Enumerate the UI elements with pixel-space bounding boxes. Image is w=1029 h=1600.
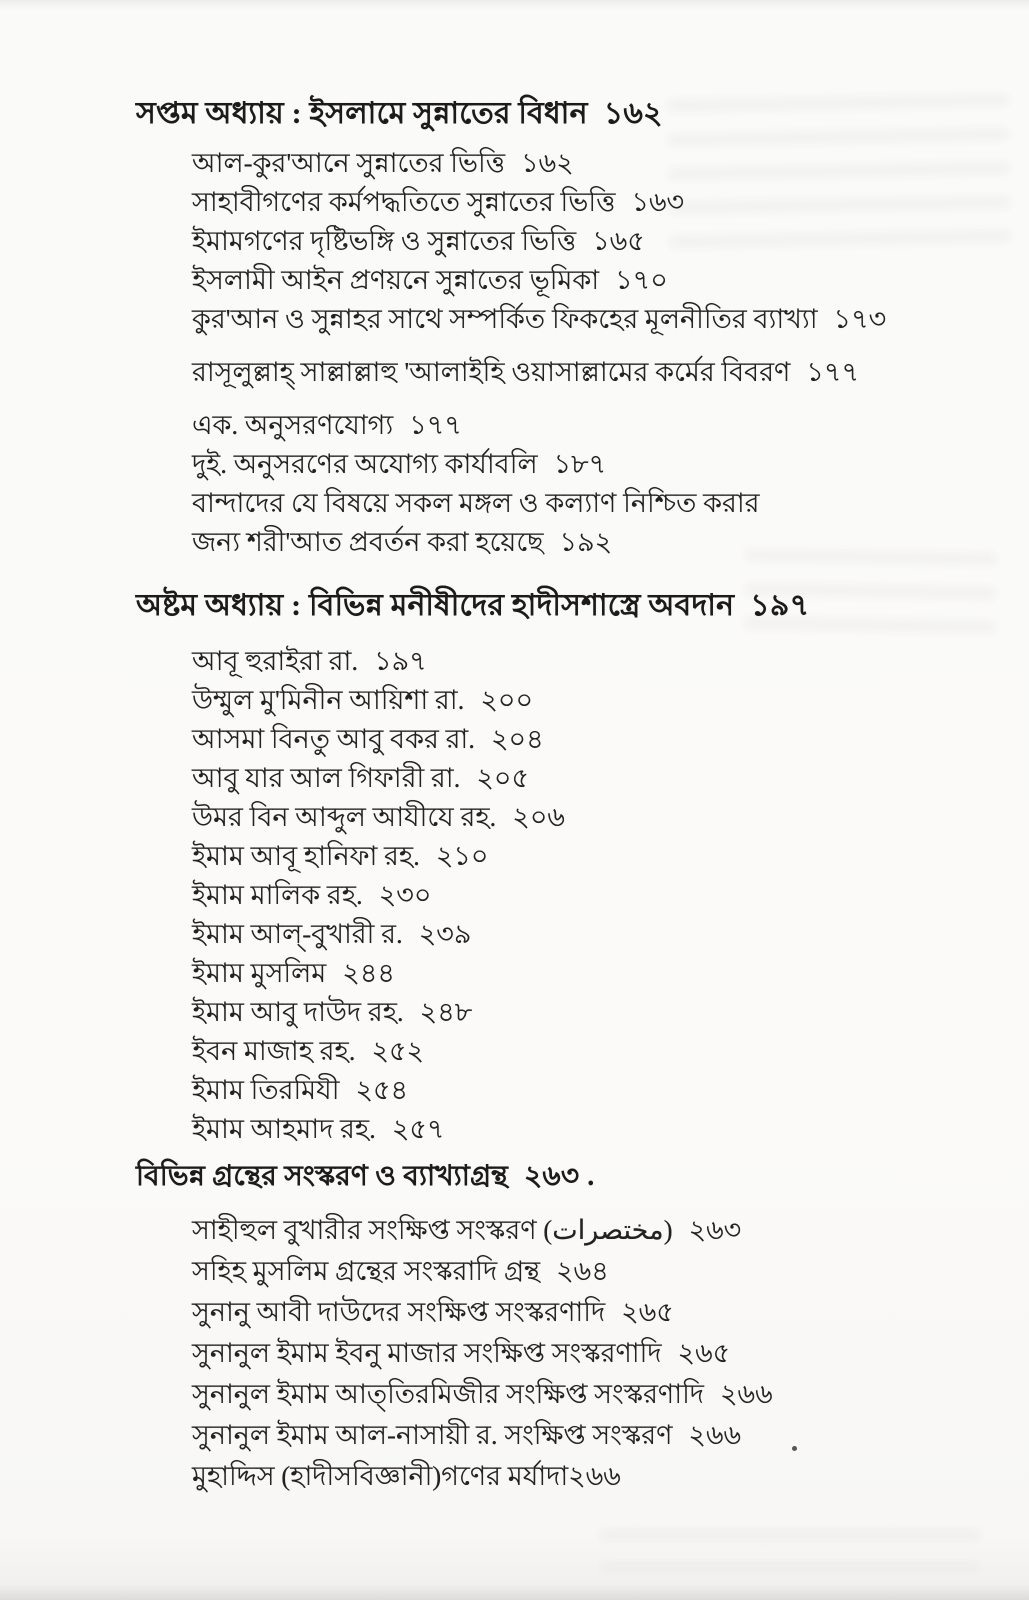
toc-entry-page-number: ২৬৬ <box>688 1420 742 1450</box>
toc-entry-page-number: ১৭৭ <box>409 410 462 440</box>
section-page-number: ২৬৩ <box>524 1161 580 1192</box>
toc-entry <box>192 1338 989 1369</box>
section-title: বিভিন্ন গ্রন্থের সংস্করণ ও ব্যাখ্যাগ্রন্থ <box>136 1161 509 1192</box>
toc-entry-label: আসমা বিনতু আবু বকর রা. <box>192 724 475 754</box>
toc-entry-page-number: ২৫৪ <box>355 1075 409 1105</box>
toc-entry-label: উম্মুল মু'মিনীন আয়িশা রা. <box>192 685 465 715</box>
toc-entry-page-number: ২০৬ <box>512 802 565 832</box>
toc-entry <box>192 304 989 335</box>
toc-entry-page-number: ২৪৮ <box>419 997 473 1027</box>
toc-entry-label: ইমাম তিরমিযী <box>192 1075 340 1105</box>
toc-entry-label: সুনানুল ইমাম আল-নাসায়ী র. সংক্ষিপ্ত সংস্করণ <box>192 1420 673 1450</box>
toc-entry-label: কুর'আন ও সুন্নাহর সাথে সম্পর্কিত ফিকহের মূলনীতির ব্যাখ্যা <box>192 304 818 334</box>
section-heading <box>136 584 989 628</box>
toc-entry-page-number: ১৯৭ <box>374 646 427 676</box>
toc-entry <box>192 724 989 755</box>
toc-entry-label: রাসূলুল্লাহ্ সাল্লাল্লাহু 'আলাইহি ওয়াসাল্লামের কর্মের বিবরণ <box>192 357 791 387</box>
toc-entry-label: ইসলামী আইন প্রণয়নে সুন্নাতের ভূমিকা <box>192 265 600 295</box>
toc-entry-label: ইমাম আল্-বুখারী র. <box>192 919 403 949</box>
toc-section <box>136 92 989 558</box>
toc-entry <box>192 685 989 716</box>
toc-entry-page-number: ২১০ <box>435 841 489 871</box>
toc-entry <box>192 1114 989 1145</box>
toc-entry <box>192 1075 989 1106</box>
toc-entry-page-number: ২৬৪ <box>556 1256 609 1286</box>
toc-entry-page-number: ১৮৭ <box>553 449 607 479</box>
toc-entry <box>192 1461 989 1492</box>
toc-entry-page-number: ২০৫ <box>476 763 529 793</box>
toc-entry <box>192 410 989 441</box>
toc-entry <box>192 958 989 989</box>
toc-entry <box>192 880 989 911</box>
toc-entry-page-number: ১৭৭ <box>806 357 860 387</box>
section-heading <box>136 1155 989 1199</box>
toc-entry-page-number: ১৬২ <box>521 148 574 178</box>
toc-entry-page-number: ২৫৭ <box>391 1114 445 1144</box>
toc-entry <box>192 357 989 388</box>
toc-content <box>136 92 989 1492</box>
toc-entry-page-number: ২৪৪ <box>342 958 395 988</box>
toc-entry-label: দুই. অনুসরণের অযোগ্য কার্যাবলি <box>192 449 538 479</box>
toc-section <box>136 584 989 1145</box>
toc-entry-label: আবু যার আল গিফারী রা. <box>192 763 461 793</box>
toc-entry <box>192 488 989 519</box>
toc-entry-page-number: ২৬৫ <box>621 1297 674 1327</box>
toc-entry <box>192 919 989 950</box>
bleed-through-artifact <box>600 1530 980 1570</box>
section-title: অষ্টম অধ্যায় : বিভিন্ন মনীষীদের হাদীসশাস্ত্রে অবদান <box>136 589 735 622</box>
toc-entry-label: সাহীহুল বুখারীর সংক্ষিপ্ত সংস্করণ (مختصرات) <box>192 1215 673 1245</box>
toc-entry <box>192 1420 989 1451</box>
toc-entry <box>192 1215 989 1246</box>
toc-entry-label: সুনানুল ইমাম ইবনু মাজার সংক্ষিপ্ত সংস্করণাদি <box>192 1338 662 1368</box>
section-title: সপ্তম অধ্যায় : ইসলামে সুন্নাতের বিধান <box>136 97 588 130</box>
section-page-number: ১৯৭ <box>750 589 810 622</box>
toc-entry-label: সুনানু আবী দাউদের সংক্ষিপ্ত সংস্করণাদি <box>192 1297 606 1327</box>
section-heading <box>136 92 989 136</box>
toc-entry-label: ইমাম মুসলিম <box>192 958 327 988</box>
toc-entry-label: ইমাম আহমাদ রহ. <box>192 1114 376 1144</box>
toc-entry <box>192 646 989 677</box>
toc-entry-label: উমর বিন আব্দুল আযীযে রহ. <box>192 802 497 832</box>
toc-entry-page-number: ১৭৩ <box>833 304 887 334</box>
toc-entry <box>192 527 989 558</box>
toc-entry-page-number: ১৬৩ <box>631 187 685 217</box>
toc-entry-label: ইবন মাজাহ রহ. <box>192 1036 356 1066</box>
toc-entry-page-number: ২৬৩ <box>688 1215 742 1245</box>
toc-entry <box>192 997 989 1028</box>
toc-entry-label: আবূ হুরাইরা রা. <box>192 646 359 676</box>
toc-entry-page-number: ২০৪ <box>491 724 544 754</box>
toc-entry <box>192 1036 989 1067</box>
toc-entry <box>192 226 989 257</box>
toc-entry-page-number: ২৬৬ <box>719 1379 773 1409</box>
toc-entry-label: ইমাম আবু দাউদ রহ. <box>192 997 404 1027</box>
toc-entry <box>192 763 989 794</box>
toc-entry <box>192 449 989 480</box>
toc-entry-page-number: ২৬৫ <box>677 1338 731 1368</box>
section-page-suffix: . <box>587 1161 595 1192</box>
toc-entry-label: ইমাম মালিক রহ. <box>192 880 363 910</box>
toc-entry-label: ইমাম আবূ হানিফা রহ. <box>192 841 420 871</box>
section-page-number: ১৬২ <box>603 97 663 130</box>
toc-entry <box>192 1379 989 1410</box>
toc-entry-page-number: ২৬৬ <box>568 1461 621 1491</box>
toc-entry-page-number: ২৫২ <box>371 1036 425 1066</box>
toc-entry <box>192 802 989 833</box>
toc-entry-page-number: ২৩৯ <box>418 919 472 949</box>
toc-entry-label: বান্দাদের যে বিষয়ে সকল মঙ্গল ও কল্যাণ নিশ্চিত করার <box>192 488 760 518</box>
toc-entry-page-number: ১৭০ <box>615 265 668 295</box>
toc-entry-page-number: ২০০ <box>480 685 534 715</box>
toc-entry-page-number: ১৯২ <box>559 527 613 557</box>
toc-entry <box>192 1297 989 1328</box>
toc-entry-page-number: ২৩০ <box>378 880 432 910</box>
toc-entry <box>192 148 989 179</box>
toc-entry <box>192 1256 989 1287</box>
toc-entry-label: সহিহ মুসলিম গ্রন্থের সংস্করাদি গ্রন্থ <box>192 1256 541 1286</box>
toc-entry-label: ইমামগণের দৃষ্টিভঙ্গি ও সুন্নাতের ভিত্তি <box>192 226 577 256</box>
toc-entry-page-number: ১৬৫ <box>592 226 645 256</box>
toc-entry-label: এক. অনুসরণযোগ্য <box>192 410 394 440</box>
toc-entry-label: জন্য শরী'আত প্রবর্তন করা হয়েছে <box>192 527 544 557</box>
scan-edge-noise-top <box>0 0 1029 10</box>
toc-entry <box>192 265 989 296</box>
toc-entry <box>192 841 989 872</box>
toc-entry-label: সাহাবীগণের কর্মপদ্ধতিতে সুন্নাতের ভিত্তি <box>192 187 616 217</box>
toc-entry <box>192 187 989 218</box>
toc-entry-label: মুহাদ্দিস (হাদীসবিজ্ঞানী)গণের মর্যাদা <box>192 1461 569 1491</box>
scan-edge-noise-bottom <box>0 1584 1029 1600</box>
toc-entry-label: আল-কুর'আনে সুন্নাতের ভিত্তি <box>192 148 506 178</box>
toc-section <box>136 1155 989 1492</box>
toc-entry-label: সুনানুল ইমাম আত্‌তিরমিজীর সংক্ষিপ্ত সংস্করণাদি <box>192 1379 704 1409</box>
